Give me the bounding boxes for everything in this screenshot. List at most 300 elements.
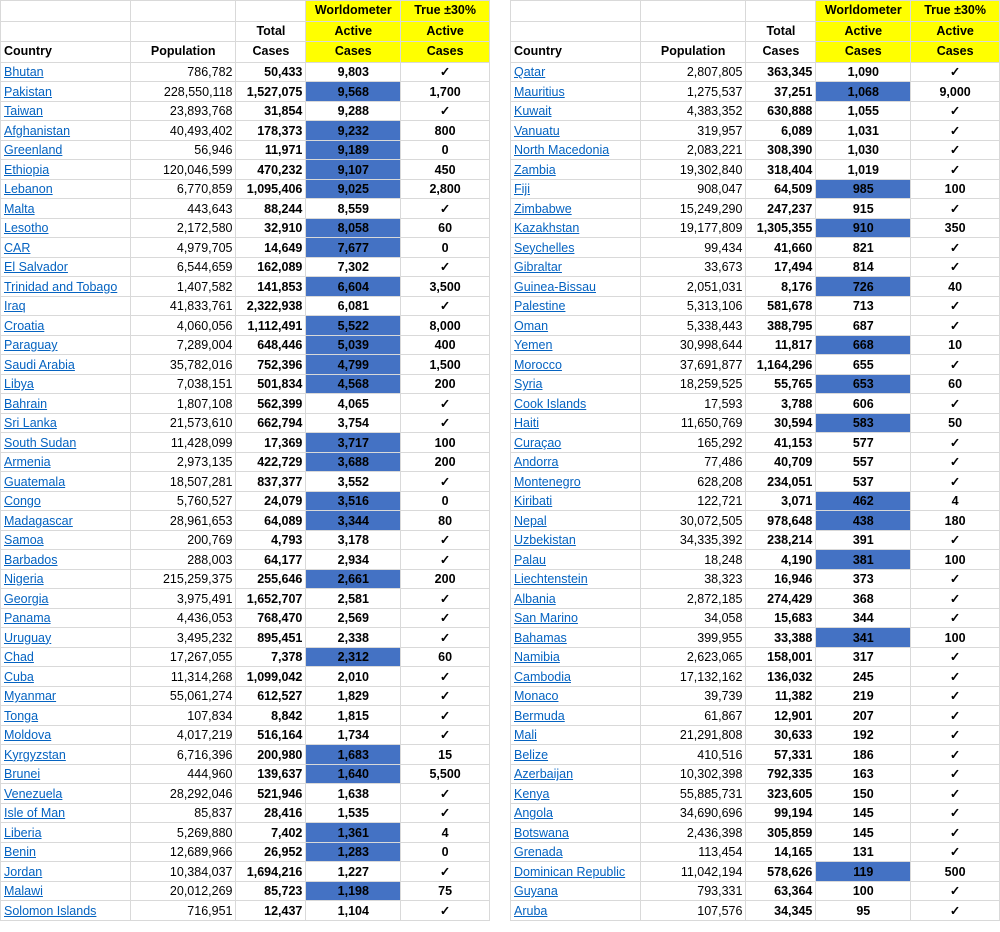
header-cases[interactable]: Cases	[306, 42, 401, 63]
country-link[interactable]: Nigeria	[4, 572, 44, 587]
country-link[interactable]: Palau	[514, 552, 546, 567]
country-link[interactable]: Uzbekistan	[514, 533, 576, 548]
true-active-cell[interactable]: 450	[401, 160, 490, 180]
true-active-cell[interactable]: ✓	[911, 296, 1000, 316]
true-active-cell[interactable]: ✓	[911, 530, 1000, 550]
country-cell[interactable]	[1, 764, 131, 784]
country-link[interactable]: Taiwan	[4, 104, 43, 119]
true-active-cell[interactable]: 350	[911, 218, 1000, 238]
true-active-cell[interactable]: ✓	[911, 706, 1000, 726]
header-cases[interactable]: Cases	[236, 42, 306, 63]
true-active-cell[interactable]: ✓	[401, 667, 490, 687]
population-cell[interactable]: 19,177,809	[640, 218, 746, 238]
true-active-cell[interactable]: ✓	[911, 452, 1000, 472]
total-cases-cell[interactable]: 612,527	[236, 686, 306, 706]
population-cell[interactable]: 17,132,162	[640, 667, 746, 687]
population-cell[interactable]: 37,691,877	[640, 355, 746, 375]
country-cell[interactable]	[1, 296, 131, 316]
total-cases-cell[interactable]: 26,952	[236, 842, 306, 862]
population-cell[interactable]: 5,313,106	[640, 296, 746, 316]
population-cell[interactable]: 21,573,610	[130, 413, 236, 433]
country-link[interactable]: Lesotho	[4, 221, 49, 236]
active-cases-cell[interactable]: 5,039	[306, 335, 401, 355]
total-cases-cell[interactable]: 37,251	[746, 82, 816, 102]
country-link[interactable]: Paraguay	[4, 338, 58, 353]
header-cell[interactable]	[1, 1, 131, 22]
active-cases-cell[interactable]: 7,677	[306, 238, 401, 258]
country-link[interactable]: Samoa	[4, 533, 44, 548]
total-cases-cell[interactable]: 1,095,406	[236, 179, 306, 199]
population-cell[interactable]: 11,314,268	[130, 667, 236, 687]
total-cases-cell[interactable]: 234,051	[746, 472, 816, 492]
active-cases-cell[interactable]: 163	[816, 764, 911, 784]
country-cell[interactable]	[511, 355, 641, 375]
true-active-cell[interactable]: 60	[911, 374, 1000, 394]
total-cases-cell[interactable]: 3,788	[746, 394, 816, 414]
country-cell[interactable]	[511, 550, 641, 570]
total-cases-cell[interactable]: 162,089	[236, 257, 306, 277]
country-link[interactable]: Qatar	[514, 65, 546, 80]
population-cell[interactable]: 113,454	[640, 842, 746, 862]
country-link[interactable]: Greenland	[4, 143, 63, 158]
population-cell[interactable]: 107,834	[130, 706, 236, 726]
population-cell[interactable]: 2,436,398	[640, 823, 746, 843]
country-cell[interactable]	[511, 491, 641, 511]
true-active-cell[interactable]: ✓	[911, 764, 1000, 784]
country-link[interactable]: Madagascar	[4, 513, 73, 528]
country-cell[interactable]	[1, 842, 131, 862]
active-cases-cell[interactable]: 9,189	[306, 140, 401, 160]
true-active-cell[interactable]: ✓	[401, 530, 490, 550]
country-link[interactable]: Namibia	[514, 650, 560, 665]
country-link[interactable]: Bahamas	[514, 630, 567, 645]
header-cell[interactable]	[1, 21, 131, 42]
total-cases-cell[interactable]: 662,794	[236, 413, 306, 433]
country-cell[interactable]	[511, 745, 641, 765]
true-active-cell[interactable]: 3,500	[401, 277, 490, 297]
population-cell[interactable]: 4,060,056	[130, 316, 236, 336]
header-cases[interactable]: Cases	[816, 42, 911, 63]
active-cases-cell[interactable]: 7,302	[306, 257, 401, 277]
active-cases-cell[interactable]: 985	[816, 179, 911, 199]
country-cell[interactable]	[1, 803, 131, 823]
population-cell[interactable]: 5,760,527	[130, 491, 236, 511]
population-cell[interactable]: 34,335,392	[640, 530, 746, 550]
header-true[interactable]: True ±30%	[911, 1, 1000, 22]
active-cases-cell[interactable]: 2,569	[306, 608, 401, 628]
population-cell[interactable]: 77,486	[640, 452, 746, 472]
population-cell[interactable]: 5,269,880	[130, 823, 236, 843]
total-cases-cell[interactable]: 578,626	[746, 862, 816, 882]
country-link[interactable]: Seychelles	[514, 240, 575, 255]
header-country[interactable]: Country	[511, 42, 641, 63]
population-cell[interactable]: 55,061,274	[130, 686, 236, 706]
total-cases-cell[interactable]: 41,660	[746, 238, 816, 258]
header-population[interactable]: Population	[640, 42, 746, 63]
country-cell[interactable]	[1, 413, 131, 433]
total-cases-cell[interactable]: 31,854	[236, 101, 306, 121]
population-cell[interactable]: 33,673	[640, 257, 746, 277]
true-active-cell[interactable]: 2,800	[401, 179, 490, 199]
true-active-cell[interactable]: 0	[401, 140, 490, 160]
true-active-cell[interactable]: 400	[401, 335, 490, 355]
total-cases-cell[interactable]: 7,402	[236, 823, 306, 843]
active-cases-cell[interactable]: 1,638	[306, 784, 401, 804]
country-link[interactable]: Saudi Arabia	[4, 357, 75, 372]
country-cell[interactable]	[1, 140, 131, 160]
country-link[interactable]: Cuba	[4, 669, 34, 684]
population-cell[interactable]: 228,550,118	[130, 82, 236, 102]
active-cases-cell[interactable]: 6,604	[306, 277, 401, 297]
country-link[interactable]: Benin	[4, 845, 36, 860]
total-cases-cell[interactable]: 3,071	[746, 491, 816, 511]
population-cell[interactable]: 215,259,375	[130, 569, 236, 589]
total-cases-cell[interactable]: 238,214	[746, 530, 816, 550]
header-total[interactable]: Total	[746, 21, 816, 42]
population-cell[interactable]: 1,807,108	[130, 394, 236, 414]
true-active-cell[interactable]: ✓	[401, 628, 490, 648]
total-cases-cell[interactable]: 17,494	[746, 257, 816, 277]
country-cell[interactable]	[1, 569, 131, 589]
total-cases-cell[interactable]: 40,709	[746, 452, 816, 472]
active-cases-cell[interactable]: 577	[816, 433, 911, 453]
active-cases-cell[interactable]: 2,338	[306, 628, 401, 648]
population-cell[interactable]: 444,960	[130, 764, 236, 784]
header-worldometer[interactable]: Worldometer	[816, 1, 911, 22]
total-cases-cell[interactable]: 139,637	[236, 764, 306, 784]
country-cell[interactable]	[1, 686, 131, 706]
country-cell[interactable]	[511, 62, 641, 82]
true-active-cell[interactable]: 80	[401, 511, 490, 531]
country-link[interactable]: Bermuda	[514, 708, 565, 723]
active-cases-cell[interactable]: 1,535	[306, 803, 401, 823]
total-cases-cell[interactable]: 501,834	[236, 374, 306, 394]
country-cell[interactable]	[511, 881, 641, 901]
country-link[interactable]: Yemen	[514, 338, 553, 353]
true-active-cell[interactable]: 100	[401, 433, 490, 453]
true-active-cell[interactable]: 60	[401, 218, 490, 238]
active-cases-cell[interactable]: 1,734	[306, 725, 401, 745]
header-true-active[interactable]: Active	[401, 21, 490, 42]
country-link[interactable]: Armenia	[4, 455, 51, 470]
population-cell[interactable]: 7,289,004	[130, 335, 236, 355]
country-link[interactable]: Guinea-Bissau	[514, 279, 596, 294]
country-link[interactable]: CAR	[4, 240, 31, 255]
header-cell[interactable]	[511, 1, 641, 22]
country-link[interactable]: Liechtenstein	[514, 572, 588, 587]
active-cases-cell[interactable]: 368	[816, 589, 911, 609]
true-active-cell[interactable]: 200	[401, 374, 490, 394]
country-link[interactable]: Belize	[514, 747, 549, 762]
true-active-cell[interactable]: 1,700	[401, 82, 490, 102]
country-link[interactable]: North Macedonia	[514, 143, 610, 158]
country-link[interactable]: San Marino	[514, 611, 578, 626]
true-active-cell[interactable]: ✓	[401, 296, 490, 316]
total-cases-cell[interactable]: 64,089	[236, 511, 306, 531]
total-cases-cell[interactable]: 1,694,216	[236, 862, 306, 882]
active-cases-cell[interactable]: 3,344	[306, 511, 401, 531]
total-cases-cell[interactable]: 32,910	[236, 218, 306, 238]
active-cases-cell[interactable]: 821	[816, 238, 911, 258]
population-cell[interactable]: 443,643	[130, 199, 236, 219]
population-cell[interactable]: 10,302,398	[640, 764, 746, 784]
active-cases-cell[interactable]: 9,288	[306, 101, 401, 121]
country-link[interactable]: Kiribati	[514, 494, 553, 509]
total-cases-cell[interactable]: 12,437	[236, 901, 306, 921]
active-cases-cell[interactable]: 9,025	[306, 179, 401, 199]
country-link[interactable]: Cook Islands	[514, 396, 587, 411]
true-active-cell[interactable]: ✓	[911, 101, 1000, 121]
population-cell[interactable]: 120,046,599	[130, 160, 236, 180]
total-cases-cell[interactable]: 99,194	[746, 803, 816, 823]
population-cell[interactable]: 200,769	[130, 530, 236, 550]
country-link[interactable]: Morocco	[514, 357, 562, 372]
country-cell[interactable]	[511, 706, 641, 726]
true-active-cell[interactable]: ✓	[401, 803, 490, 823]
header-cases[interactable]: Cases	[911, 42, 1000, 63]
total-cases-cell[interactable]: 6,089	[746, 121, 816, 141]
true-active-cell[interactable]: 100	[911, 628, 1000, 648]
population-cell[interactable]: 17,267,055	[130, 647, 236, 667]
active-cases-cell[interactable]: 668	[816, 335, 911, 355]
population-cell[interactable]: 107,576	[640, 901, 746, 921]
population-cell[interactable]: 18,507,281	[130, 472, 236, 492]
active-cases-cell[interactable]: 8,058	[306, 218, 401, 238]
country-link[interactable]: Botswana	[514, 825, 569, 840]
true-active-cell[interactable]: ✓	[911, 140, 1000, 160]
true-active-cell[interactable]: ✓	[401, 706, 490, 726]
country-link[interactable]: Tonga	[4, 708, 39, 723]
population-cell[interactable]: 1,407,582	[130, 277, 236, 297]
population-cell[interactable]: 288,003	[130, 550, 236, 570]
header-cases[interactable]: Cases	[746, 42, 816, 63]
true-active-cell[interactable]: ✓	[401, 62, 490, 82]
country-link[interactable]: Zambia	[514, 162, 556, 177]
active-cases-cell[interactable]: 653	[816, 374, 911, 394]
country-cell[interactable]	[511, 667, 641, 687]
true-active-cell[interactable]: ✓	[911, 745, 1000, 765]
total-cases-cell[interactable]: 7,378	[236, 647, 306, 667]
population-cell[interactable]: 85,837	[130, 803, 236, 823]
country-link[interactable]: Zimbabwe	[514, 201, 572, 216]
active-cases-cell[interactable]: 4,568	[306, 374, 401, 394]
total-cases-cell[interactable]: 57,331	[746, 745, 816, 765]
header-true[interactable]: True ±30%	[401, 1, 490, 22]
country-link[interactable]: Pakistan	[4, 84, 52, 99]
country-link[interactable]: Montenegro	[514, 474, 581, 489]
active-cases-cell[interactable]: 4,065	[306, 394, 401, 414]
population-cell[interactable]: 61,867	[640, 706, 746, 726]
country-cell[interactable]	[511, 803, 641, 823]
true-active-cell[interactable]: 200	[401, 452, 490, 472]
true-active-cell[interactable]: ✓	[911, 901, 1000, 921]
population-cell[interactable]: 12,689,966	[130, 842, 236, 862]
total-cases-cell[interactable]: 255,646	[236, 569, 306, 589]
country-cell[interactable]	[1, 706, 131, 726]
total-cases-cell[interactable]: 15,683	[746, 608, 816, 628]
true-active-cell[interactable]: ✓	[401, 413, 490, 433]
total-cases-cell[interactable]: 274,429	[746, 589, 816, 609]
country-cell[interactable]	[511, 569, 641, 589]
total-cases-cell[interactable]: 141,853	[236, 277, 306, 297]
population-cell[interactable]: 6,716,396	[130, 745, 236, 765]
population-cell[interactable]: 793,331	[640, 881, 746, 901]
country-link[interactable]: Trinidad and Tobago	[4, 279, 118, 294]
country-link[interactable]: Ethiopia	[4, 162, 50, 177]
country-cell[interactable]	[511, 160, 641, 180]
country-cell[interactable]	[1, 823, 131, 843]
true-active-cell[interactable]: 800	[401, 121, 490, 141]
true-active-cell[interactable]: ✓	[911, 199, 1000, 219]
population-cell[interactable]: 165,292	[640, 433, 746, 453]
population-cell[interactable]: 23,893,768	[130, 101, 236, 121]
total-cases-cell[interactable]: 200,980	[236, 745, 306, 765]
header-cell[interactable]	[130, 1, 236, 22]
country-link[interactable]: Bhutan	[4, 65, 44, 80]
true-active-cell[interactable]: ✓	[911, 472, 1000, 492]
country-cell[interactable]	[1, 179, 131, 199]
total-cases-cell[interactable]: 4,190	[746, 550, 816, 570]
total-cases-cell[interactable]: 63,364	[746, 881, 816, 901]
country-cell[interactable]	[1, 335, 131, 355]
country-cell[interactable]	[1, 433, 131, 453]
country-cell[interactable]	[511, 316, 641, 336]
total-cases-cell[interactable]: 895,451	[236, 628, 306, 648]
population-cell[interactable]: 38,323	[640, 569, 746, 589]
country-cell[interactable]	[1, 82, 131, 102]
total-cases-cell[interactable]: 2,322,938	[236, 296, 306, 316]
country-cell[interactable]	[511, 277, 641, 297]
true-active-cell[interactable]: ✓	[911, 355, 1000, 375]
active-cases-cell[interactable]: 1,031	[816, 121, 911, 141]
active-cases-cell[interactable]: 1,104	[306, 901, 401, 921]
total-cases-cell[interactable]: 4,793	[236, 530, 306, 550]
active-cases-cell[interactable]: 1,815	[306, 706, 401, 726]
country-link[interactable]: Isle of Man	[4, 806, 66, 821]
active-cases-cell[interactable]: 726	[816, 277, 911, 297]
country-link[interactable]: Barbados	[4, 552, 58, 567]
true-active-cell[interactable]: ✓	[911, 686, 1000, 706]
active-cases-cell[interactable]: 3,754	[306, 413, 401, 433]
country-link[interactable]: Sri Lanka	[4, 416, 57, 431]
total-cases-cell[interactable]: 1,305,355	[746, 218, 816, 238]
active-cases-cell[interactable]: 2,010	[306, 667, 401, 687]
total-cases-cell[interactable]: 28,416	[236, 803, 306, 823]
country-link[interactable]: Azerbaijan	[514, 767, 574, 782]
header-cell[interactable]	[640, 21, 746, 42]
country-link[interactable]: Solomon Islands	[4, 903, 97, 918]
population-cell[interactable]: 2,807,805	[640, 62, 746, 82]
true-active-cell[interactable]: ✓	[911, 823, 1000, 843]
true-active-cell[interactable]: ✓	[911, 842, 1000, 862]
true-active-cell[interactable]: 0	[401, 491, 490, 511]
true-active-cell[interactable]: ✓	[911, 725, 1000, 745]
total-cases-cell[interactable]: 792,335	[746, 764, 816, 784]
active-cases-cell[interactable]: 2,581	[306, 589, 401, 609]
country-cell[interactable]	[1, 472, 131, 492]
population-cell[interactable]: 7,038,151	[130, 374, 236, 394]
country-link[interactable]: Albania	[514, 591, 556, 606]
true-active-cell[interactable]: ✓	[401, 901, 490, 921]
active-cases-cell[interactable]: 583	[816, 413, 911, 433]
active-cases-cell[interactable]: 606	[816, 394, 911, 414]
country-link[interactable]: Kazakhstan	[514, 221, 580, 236]
population-cell[interactable]: 319,957	[640, 121, 746, 141]
country-cell[interactable]	[511, 784, 641, 804]
country-link[interactable]: Malta	[4, 201, 35, 216]
country-cell[interactable]	[511, 374, 641, 394]
active-cases-cell[interactable]: 8,559	[306, 199, 401, 219]
country-cell[interactable]	[1, 277, 131, 297]
country-cell[interactable]	[511, 764, 641, 784]
country-cell[interactable]	[1, 491, 131, 511]
true-active-cell[interactable]: 0	[401, 842, 490, 862]
total-cases-cell[interactable]: 318,404	[746, 160, 816, 180]
true-active-cell[interactable]: ✓	[911, 62, 1000, 82]
country-link[interactable]: Mauritius	[514, 84, 565, 99]
total-cases-cell[interactable]: 1,099,042	[236, 667, 306, 687]
active-cases-cell[interactable]: 192	[816, 725, 911, 745]
population-cell[interactable]: 4,017,219	[130, 725, 236, 745]
active-cases-cell[interactable]: 9,107	[306, 160, 401, 180]
active-cases-cell[interactable]: 655	[816, 355, 911, 375]
header-worldometer[interactable]: Worldometer	[306, 1, 401, 22]
header-active[interactable]: Active	[816, 21, 911, 42]
total-cases-cell[interactable]: 11,971	[236, 140, 306, 160]
true-active-cell[interactable]: 180	[911, 511, 1000, 531]
active-cases-cell[interactable]: 145	[816, 803, 911, 823]
country-cell[interactable]	[1, 160, 131, 180]
population-cell[interactable]: 11,428,099	[130, 433, 236, 453]
population-cell[interactable]: 5,338,443	[640, 316, 746, 336]
total-cases-cell[interactable]: 752,396	[236, 355, 306, 375]
country-link[interactable]: Fiji	[514, 182, 530, 197]
true-active-cell[interactable]: ✓	[401, 101, 490, 121]
true-active-cell[interactable]: 75	[401, 881, 490, 901]
country-link[interactable]: Iraq	[4, 299, 26, 314]
true-active-cell[interactable]: 15	[401, 745, 490, 765]
true-active-cell[interactable]: ✓	[911, 647, 1000, 667]
active-cases-cell[interactable]: 219	[816, 686, 911, 706]
active-cases-cell[interactable]: 687	[816, 316, 911, 336]
true-active-cell[interactable]: ✓	[401, 472, 490, 492]
total-cases-cell[interactable]: 64,509	[746, 179, 816, 199]
country-cell[interactable]	[1, 218, 131, 238]
header-total[interactable]: Total	[236, 21, 306, 42]
active-cases-cell[interactable]: 1,019	[816, 160, 911, 180]
active-cases-cell[interactable]: 1,198	[306, 881, 401, 901]
active-cases-cell[interactable]: 438	[816, 511, 911, 531]
true-active-cell[interactable]: 500	[911, 862, 1000, 882]
country-cell[interactable]	[1, 452, 131, 472]
total-cases-cell[interactable]: 422,729	[236, 452, 306, 472]
population-cell[interactable]: 19,302,840	[640, 160, 746, 180]
country-cell[interactable]	[511, 335, 641, 355]
true-active-cell[interactable]: 4	[401, 823, 490, 843]
total-cases-cell[interactable]: 516,164	[236, 725, 306, 745]
true-active-cell[interactable]: ✓	[401, 725, 490, 745]
active-cases-cell[interactable]: 1,055	[816, 101, 911, 121]
active-cases-cell[interactable]: 814	[816, 257, 911, 277]
country-cell[interactable]	[1, 530, 131, 550]
active-cases-cell[interactable]: 537	[816, 472, 911, 492]
total-cases-cell[interactable]: 17,369	[236, 433, 306, 453]
country-cell[interactable]	[1, 862, 131, 882]
total-cases-cell[interactable]: 50,433	[236, 62, 306, 82]
active-cases-cell[interactable]: 1,283	[306, 842, 401, 862]
population-cell[interactable]: 10,384,037	[130, 862, 236, 882]
country-link[interactable]: Guatemala	[4, 474, 66, 489]
